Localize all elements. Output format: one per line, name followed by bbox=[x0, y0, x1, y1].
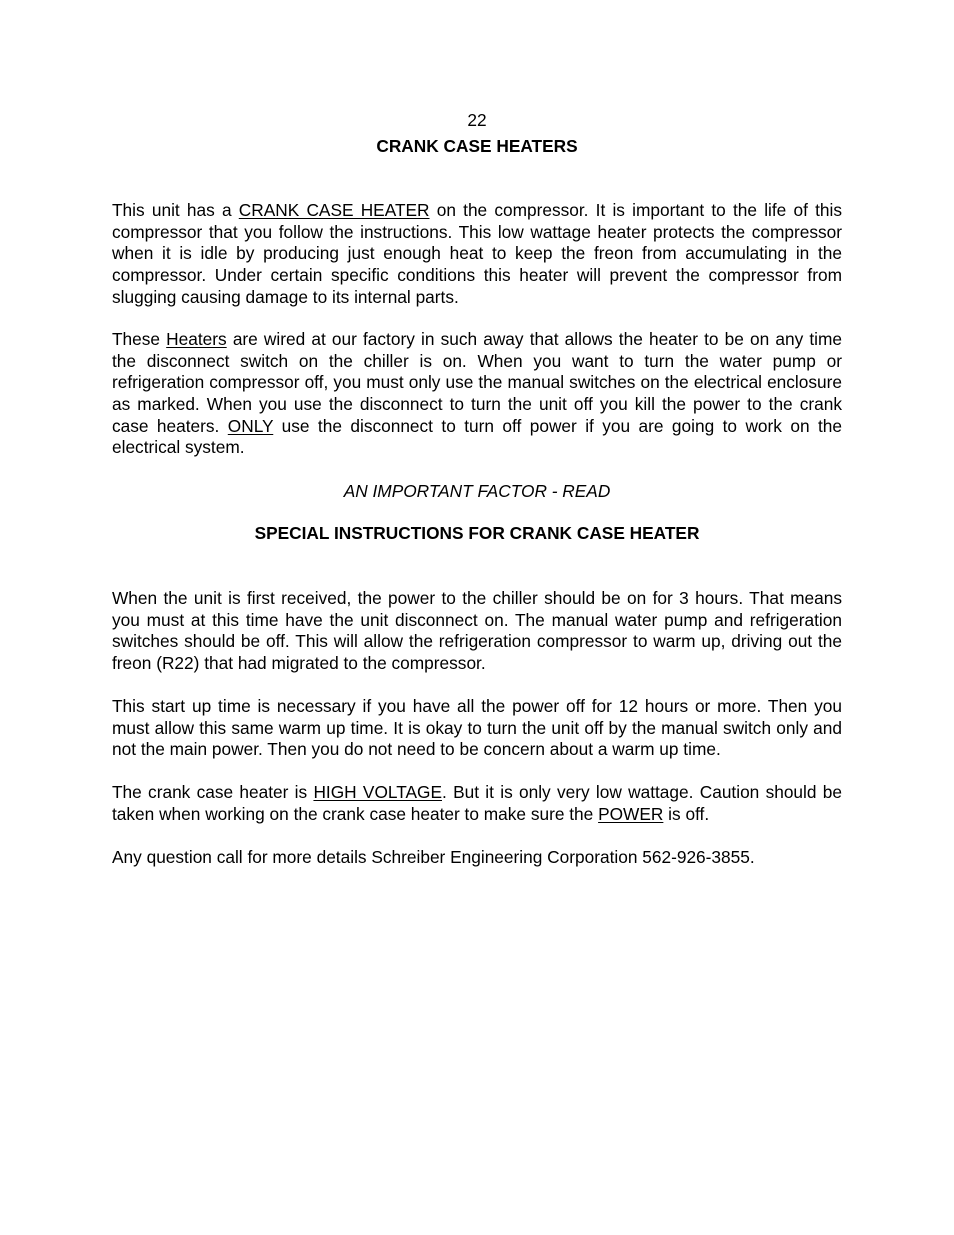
paragraph-first-received: When the unit is first received, the power to the chiller should be on for 3 hours. That means you must at this time have the unit disconnect on. The manual water pump and refrigeration switches should be off. This will allow the refrigeration compressor to warm up, driving out the freon (R22) that had migrated to the compressor. bbox=[112, 587, 842, 673]
text-run: This unit has a bbox=[112, 200, 239, 221]
paragraph-contact: Any question call for more details Schreiber Engineering Corporation 562-926-3855. bbox=[112, 847, 755, 868]
section-subheading: SPECIAL INSTRUCTIONS FOR CRANK CASE HEATER bbox=[254, 523, 700, 544]
underlined-term: Heaters bbox=[166, 329, 227, 350]
underlined-term: POWER bbox=[598, 803, 664, 824]
text-run: are wired at our factory in such away that allows the heater to be on any time the disconnect switch on the chiller is on. When you want to turn the water pump or refrigeration compressor off, you must only use the manual switches on the electrical enclosure as marked. When you use the disconnect to turn the unit off you kill the power to the crank case heaters. bbox=[112, 329, 842, 436]
page-title: CRANK CASE HEATERS bbox=[376, 135, 578, 156]
page-number: 22 bbox=[467, 110, 487, 130]
paragraph-wiring bbox=[112, 329, 842, 459]
text-run: is off. bbox=[663, 803, 710, 824]
paragraph-intro bbox=[112, 200, 842, 308]
text-run: on the compressor. It is important to the life of this compressor that you follow the instructions. This low wattage heater protects the compressor when it is idle by producing just enough heat to keep the freon from accumulating in the compressor. Under certain specific conditions this heater will prevent the compressor from slugging causing damage to its internal parts. bbox=[112, 200, 842, 307]
text-run: . But it is only very low wattage. Caution should be taken when working on the crank case heater to make sure the bbox=[112, 782, 842, 824]
important-note: AN IMPORTANT FACTOR - READ bbox=[343, 480, 611, 501]
text-run: These bbox=[112, 329, 167, 350]
document-page bbox=[112, 110, 842, 869]
paragraph-start-up-time: This start up time is necessary if you have all the power off for 12 hours or more. Then you must allow this same warm up time. It is okay to turn the unit off by the manual switch only and not the main power. Then you do not need to be concern about a warm up time. bbox=[112, 696, 842, 760]
underlined-term: CRANK CASE HEATER bbox=[238, 200, 430, 221]
text-run: The crank case heater is bbox=[112, 782, 314, 803]
underlined-term: HIGH VOLTAGE bbox=[313, 782, 442, 803]
text-run: use the disconnect to turn off power if you are going to work on the electrical system. bbox=[112, 415, 842, 458]
underlined-term: ONLY bbox=[227, 415, 274, 436]
paragraph-high-voltage bbox=[112, 782, 842, 825]
